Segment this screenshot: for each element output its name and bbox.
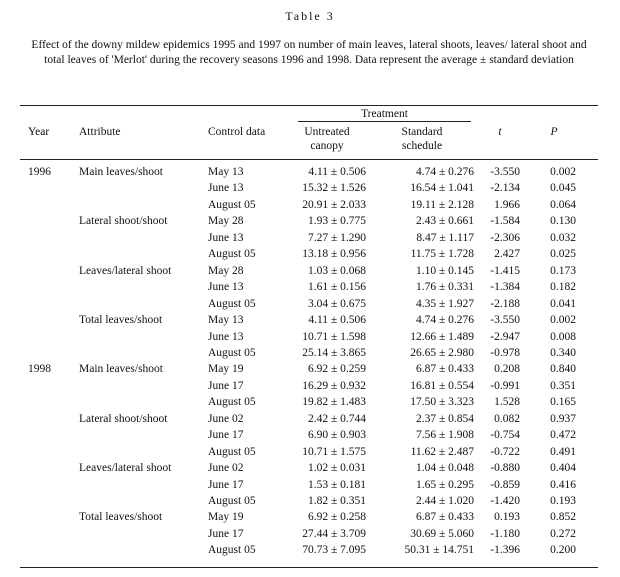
cell-date: June 02 (208, 413, 244, 425)
cell-date: June 17 (208, 380, 244, 392)
cell-date: August 05 (208, 199, 256, 211)
cell-date: May 19 (208, 363, 244, 375)
header-standard-line1: Standard (401, 126, 443, 138)
cell-date: May 28 (208, 265, 244, 277)
rule-treatment (298, 121, 471, 122)
cell-year: 1998 (28, 363, 51, 375)
rule-bottom (20, 567, 598, 568)
cell-standard: 17.50 ± 3.323 (410, 396, 474, 408)
cell-p: 0.937 (550, 413, 576, 425)
cell-p: 0.272 (550, 528, 576, 540)
cell-attribute: Leaves/lateral shoot (79, 265, 172, 277)
cell-standard: 6.87 ± 0.433 (415, 363, 474, 375)
cell-t: 1.966 (494, 199, 520, 211)
cell-standard: 19.11 ± 2.128 (410, 199, 474, 211)
cell-standard: 16.81 ± 0.554 (410, 380, 474, 392)
cell-p: 0.002 (550, 166, 576, 178)
header-year: Year (28, 126, 50, 138)
cell-untreated: 1.61 ± 0.156 (307, 281, 366, 293)
cell-t: -0.991 (490, 380, 520, 392)
cell-date: August 05 (208, 495, 256, 507)
cell-untreated: 4.11 ± 0.506 (308, 166, 366, 178)
cell-t: -3.550 (490, 314, 520, 326)
cell-t: -1.180 (490, 528, 520, 540)
cell-standard: 11.62 ± 2.487 (410, 446, 474, 458)
cell-p: 0.025 (550, 248, 576, 260)
cell-standard: 30.69 ± 5.060 (410, 528, 474, 540)
header-untreated-line1: Untreated (304, 126, 350, 138)
header-control-data: Control data (208, 126, 266, 138)
cell-p: 0.200 (550, 544, 576, 556)
cell-t: -1.384 (490, 281, 520, 293)
cell-untreated: 1.93 ± 0.775 (307, 215, 366, 227)
cell-t: -1.584 (490, 215, 520, 227)
rule-top (20, 105, 598, 106)
cell-standard: 12.66 ± 1.489 (410, 331, 474, 343)
cell-standard: 11.75 ± 1.728 (410, 248, 474, 260)
cell-p: 0.351 (550, 380, 576, 392)
cell-standard: 2.44 ± 1.020 (415, 495, 474, 507)
header-p: P (550, 126, 558, 138)
cell-p: 0.182 (550, 281, 576, 293)
cell-t: 0.193 (494, 511, 520, 523)
cell-attribute: Lateral shoot/shoot (79, 215, 168, 227)
cell-untreated: 10.71 ± 1.575 (302, 446, 366, 458)
cell-standard: 7.56 ± 1.908 (415, 429, 474, 441)
cell-untreated: 1.03 ± 0.068 (307, 265, 366, 277)
cell-year: 1996 (28, 166, 51, 178)
cell-date: August 05 (208, 347, 256, 359)
cell-t: -2.134 (490, 182, 520, 194)
cell-untreated: 6.92 ± 0.259 (307, 363, 366, 375)
cell-untreated: 16.29 ± 0.932 (302, 380, 366, 392)
header-treatment: Treatment (361, 108, 408, 120)
cell-attribute: Total leaves/shoot (79, 511, 163, 523)
cell-date: August 05 (208, 396, 256, 408)
cell-untreated: 27.44 ± 3.709 (302, 528, 366, 540)
cell-untreated: 10.71 ± 1.598 (302, 331, 366, 343)
cell-untreated: 1.02 ± 0.031 (307, 462, 366, 474)
cell-untreated: 7.27 ± 1.290 (307, 232, 366, 244)
cell-p: 0.840 (550, 363, 576, 375)
cell-date: June 13 (208, 182, 244, 194)
cell-untreated: 4.11 ± 0.506 (308, 314, 366, 326)
cell-date: May 19 (208, 511, 244, 523)
header-standard-line2: schedule (401, 139, 443, 152)
cell-t: -2.306 (490, 232, 520, 244)
cell-t: -0.754 (490, 429, 520, 441)
cell-p: 0.165 (550, 396, 576, 408)
cell-date: May 28 (208, 215, 244, 227)
cell-attribute: Leaves/lateral shoot (79, 462, 172, 474)
cell-t: -3.550 (490, 166, 520, 178)
cell-standard: 1.04 ± 0.048 (415, 462, 474, 474)
cell-untreated: 15.32 ± 1.526 (302, 182, 366, 194)
cell-standard: 2.43 ± 0.661 (415, 215, 474, 227)
cell-untreated: 13.18 ± 0.956 (302, 248, 366, 260)
cell-t: -0.880 (490, 462, 520, 474)
cell-p: 0.041 (550, 298, 576, 310)
cell-p: 0.491 (550, 446, 576, 458)
cell-p: 0.193 (550, 495, 576, 507)
cell-date: August 05 (208, 446, 256, 458)
cell-t: -1.396 (490, 544, 520, 556)
cell-p: 0.416 (550, 479, 576, 491)
cell-p: 0.008 (550, 331, 576, 343)
header-standard (380, 126, 464, 153)
cell-date: May 13 (208, 166, 244, 178)
cell-standard: 8.47 ± 1.117 (416, 232, 474, 244)
cell-t: -2.188 (490, 298, 520, 310)
table-title: Table 3 (285, 9, 335, 23)
cell-standard: 4.74 ± 0.276 (415, 166, 474, 178)
cell-standard: 1.65 ± 0.295 (415, 479, 474, 491)
cell-p: 0.472 (550, 429, 576, 441)
cell-untreated: 3.04 ± 0.675 (307, 298, 366, 310)
cell-date: June 02 (208, 462, 244, 474)
cell-t: 1.528 (494, 396, 520, 408)
cell-attribute: Lateral shoot/shoot (79, 413, 168, 425)
cell-standard: 2.37 ± 0.854 (415, 413, 474, 425)
cell-p: 0.002 (550, 314, 576, 326)
cell-date: June 17 (208, 479, 244, 491)
cell-untreated: 20.91 ± 2.033 (302, 199, 366, 211)
cell-t: 0.082 (494, 413, 520, 425)
cell-attribute: Total leaves/shoot (79, 314, 163, 326)
cell-date: June 17 (208, 429, 244, 441)
cell-p: 0.340 (550, 347, 576, 359)
cell-t: -1.415 (490, 265, 520, 277)
cell-t: -2.947 (490, 331, 520, 343)
cell-p: 0.032 (550, 232, 576, 244)
cell-attribute: Main leaves/shoot (79, 363, 163, 375)
header-untreated (290, 126, 364, 153)
header-attribute: Attribute (79, 126, 121, 138)
header-untreated-line2: canopy (310, 139, 344, 152)
cell-date: August 05 (208, 544, 256, 556)
cell-t: -1.420 (490, 495, 520, 507)
cell-p: 0.045 (550, 182, 576, 194)
cell-untreated: 1.53 ± 0.181 (307, 479, 366, 491)
cell-attribute: Main leaves/shoot (79, 166, 163, 178)
cell-untreated: 2.42 ± 0.744 (307, 413, 366, 425)
cell-date: June 13 (208, 232, 244, 244)
cell-standard: 1.10 ± 0.145 (415, 265, 474, 277)
cell-t: -0.859 (490, 479, 520, 491)
cell-standard: 50.31 ± 14.751 (404, 544, 474, 556)
cell-untreated: 25.14 ± 3.865 (302, 347, 366, 359)
cell-date: June 13 (208, 331, 244, 343)
cell-t: 2.427 (494, 248, 520, 260)
cell-untreated: 19.82 ± 1.483 (302, 396, 366, 408)
cell-p: 0.852 (550, 511, 576, 523)
cell-date: June 17 (208, 528, 244, 540)
rule-header (20, 159, 598, 160)
cell-t: -0.722 (490, 446, 520, 458)
cell-untreated: 6.92 ± 0.258 (307, 511, 366, 523)
cell-date: June 13 (208, 281, 244, 293)
cell-untreated: 6.90 ± 0.903 (307, 429, 366, 441)
cell-standard: 6.87 ± 0.433 (415, 511, 474, 523)
cell-p: 0.130 (550, 215, 576, 227)
cell-t: 0.208 (494, 363, 520, 375)
cell-date: August 05 (208, 248, 256, 260)
cell-p: 0.173 (550, 265, 576, 277)
cell-standard: 26.65 ± 2.980 (410, 347, 474, 359)
cell-p: 0.064 (550, 199, 576, 211)
header-t: t (498, 126, 502, 138)
cell-standard: 16.54 ± 1.041 (410, 182, 474, 194)
cell-t: -0.978 (490, 347, 520, 359)
cell-date: May 13 (208, 314, 244, 326)
table-caption: Effect of the downy mildew epidemics 1995 and 1997 on number of main leaves, lateral shoots, leaves/ lateral shoot and total leaves of 'Merlot' during the recovery seasons 1996 and 1998. Data represent the average ± standard deviation (31, 39, 587, 66)
cell-date: August 05 (208, 298, 256, 310)
cell-standard: 4.74 ± 0.276 (415, 314, 474, 326)
cell-untreated: 70.73 ± 7.095 (302, 544, 366, 556)
cell-p: 0.404 (550, 462, 576, 474)
cell-standard: 4.35 ± 1.927 (415, 298, 474, 310)
cell-standard: 1.76 ± 0.331 (415, 281, 474, 293)
cell-untreated: 1.82 ± 0.351 (307, 495, 366, 507)
